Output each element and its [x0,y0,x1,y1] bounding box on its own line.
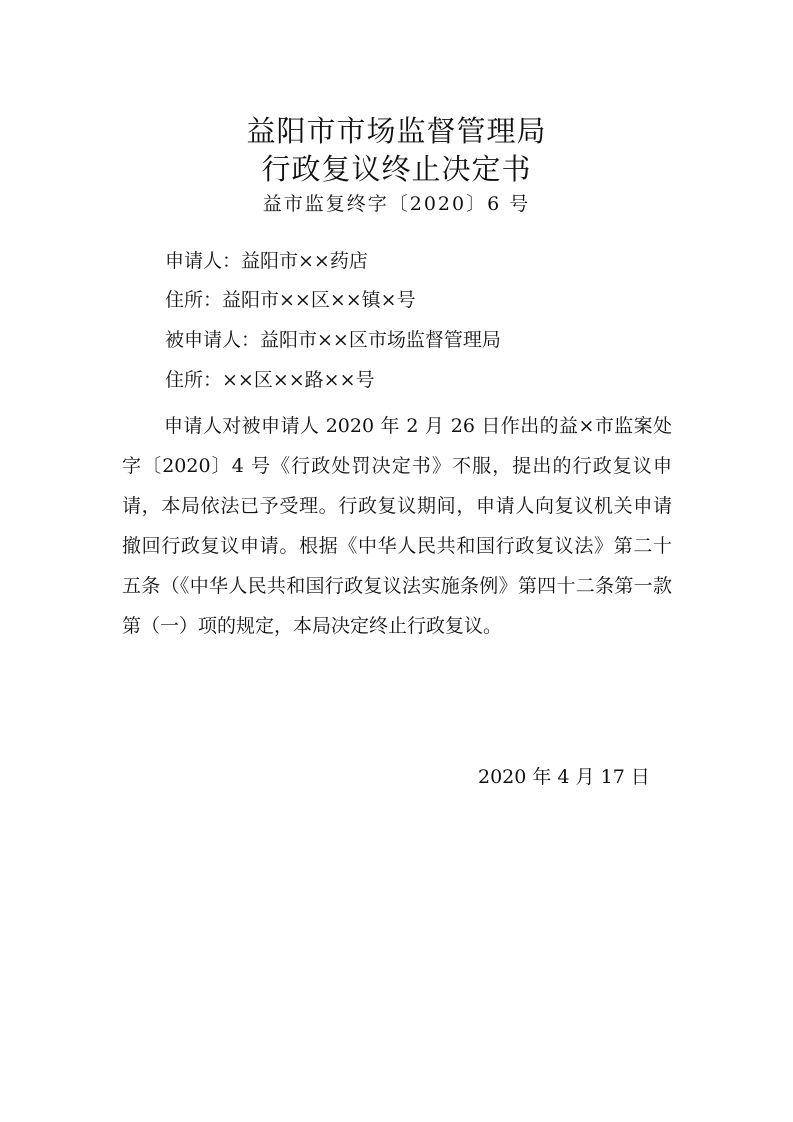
document-number: 益市监复终字〔2020〕6 号 [262,193,531,215]
respondent-line: 被申请人：益阳市××区市场监督管理局 [165,329,501,351]
document-title: 行政复议终止决定书 [261,152,532,186]
applicant-line: 申请人：益阳市××药店 [165,250,368,272]
applicant-address-line: 住所：益阳市××区××镇×号 [165,289,416,311]
respondent-address-line: 住所：××区××路××号 [165,369,375,391]
decision-paragraph: 申请人对被申请人 2020 年 2 月 26 日作出的益×市监案处字〔2020〕4 号《行政处罚决定书》不服，提出的行政复议申请，本局依法已予受理。行政复议期间，申请人向复议机关申请撤回行政复议申请。根据《中华人民共和国行政复议法》第二十五条（《中华人民共和国行政复议法实施条例》第四十二条第一款第（一）项的规定，本局决定终止行政复议。 [122,415,672,637]
issuing-authority-title: 益阳市市场监督管理局 [246,114,547,148]
issue-date: 2020 年 4 月 17 日 [478,766,650,788]
